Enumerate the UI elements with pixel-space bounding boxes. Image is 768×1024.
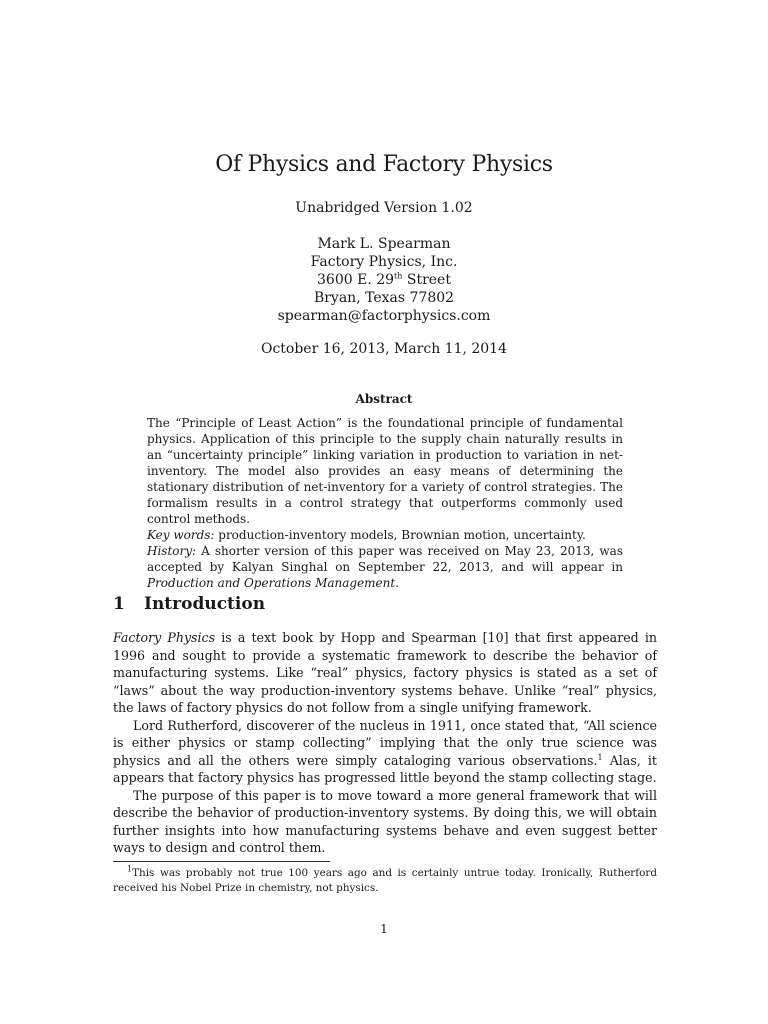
address-pre: 3600 E. 29: [317, 272, 395, 288]
abstract-heading: Abstract: [355, 392, 413, 406]
address-superscript: th: [394, 271, 403, 281]
history-end: .: [395, 576, 400, 590]
author-city: Bryan, Texas 77802: [313, 290, 455, 306]
footnote-rule: [113, 861, 330, 862]
author-company: Factory Physics, Inc.: [310, 254, 458, 270]
history-line: [147, 543, 623, 591]
paragraph-2-text-a: Lord Rutherford, discoverer of the nucleus in 1911, once stated that, “All science is either physics or stamp collecting” implying that the only true science was physics and all the others were simply cataloging various observations.: [113, 717, 657, 768]
footnote-mark: 1: [127, 864, 133, 874]
keywords-line: [147, 527, 623, 543]
keywords-text: production-inventory models, Brownian motion, uncertainty.: [214, 528, 586, 542]
section-heading: [113, 594, 265, 614]
journal-name: Production and Operations Management: [147, 576, 396, 590]
paragraph-1: [113, 629, 657, 717]
section-number: 1: [113, 594, 125, 614]
author-address: [0, 272, 768, 288]
history-text: A shorter version of this paper was received on May 23, 2013, was accepted by Kalyan Singhal on September 22, 2013, and will appear in: [147, 544, 623, 574]
introduction-text: [113, 629, 657, 857]
section-title: Introduction: [144, 594, 266, 614]
paragraph-3: The purpose of this paper is to move toward a more general framework that will describe the behavior of production-inventory systems. By doing this, we will obtain further insights into how manufacturing systems behave and even suggest better ways to design and control them.: [113, 787, 657, 855]
footnote: [113, 866, 657, 896]
keywords-label: Key words:: [147, 528, 215, 542]
paragraph-2: [113, 717, 657, 787]
address-post: Street: [402, 272, 451, 288]
footnote-marker[interactable]: 1: [597, 752, 603, 762]
abstract-block: [147, 415, 623, 591]
author-email: spearman@factorphysics.com: [277, 308, 491, 324]
paragraph-2-text-b: Alas, it appears that factory physics has progressed little beyond the stamp collecting stage.: [113, 752, 657, 785]
history-label: History:: [147, 544, 197, 558]
paper-title: Of Physics and Factory Physics: [215, 152, 553, 177]
footnote-text: This was probably not true 100 years ago and is certainly untrue today. Ironically, Rutherford received his Nobel Prize in chemistry, not physics.: [113, 867, 657, 894]
page-number: 1: [380, 922, 388, 936]
abstract-body: The “Principle of Least Action” is the foundational principle of fundamental physics. Application of this principle to the supply chain naturally results in an “uncertainty principle” linking variation in production to variation in net-inventory. The model also provides an easy means of determining the stationary distribution of net-inventory for a variety of control strategies. The formalism results in a control strategy that outperforms commonly used control methods.: [147, 416, 623, 526]
footnote-text-line: [113, 866, 657, 896]
version-line: Unabridged Version 1.02: [295, 200, 473, 216]
book-title: Factory Physics: [113, 630, 216, 645]
paragraph-1-text: is a text book by Hopp and Spearman [10] that first appeared in 1996 and sought to provide a systematic framework to describe the behavior of manufacturing systems. Like “real” physics, factory physics is stated as a set of “laws” about the way production-inventory systems behave. Unlike “real” physics, the laws of factory physics do not follow from a single unifying framework.: [113, 630, 658, 715]
date-line: October 16, 2013, March 11, 2014: [260, 341, 508, 357]
author-name: Mark L. Spearman: [317, 236, 451, 252]
